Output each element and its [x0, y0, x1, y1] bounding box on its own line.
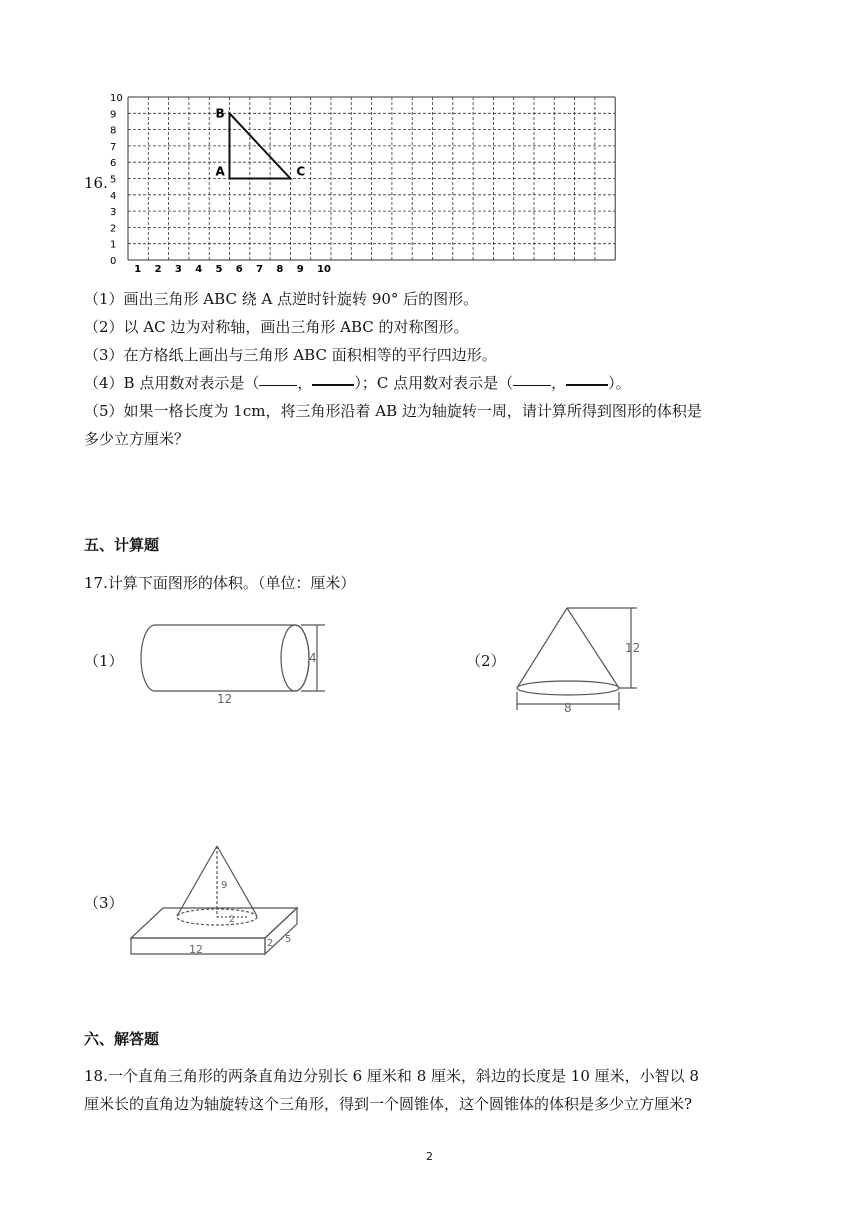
x-tick-label: 2 [154, 264, 162, 275]
y-tick-label: 3 [110, 207, 117, 219]
y-tick-label: 2 [110, 223, 117, 235]
y-tick-label: 7 [110, 141, 117, 153]
y-tick-label: 8 [110, 125, 117, 137]
y-tick-label: 6 [110, 158, 117, 170]
box-length-label: 12 [189, 943, 203, 956]
y-tick-label: 5 [110, 174, 117, 186]
point-c-label: C [296, 164, 306, 179]
point-a-label: A [215, 164, 225, 179]
c-x-blank[interactable] [513, 384, 551, 386]
y-tick-label: 9 [110, 109, 117, 121]
b-y-blank[interactable] [312, 383, 354, 386]
x-tick-label: 4 [195, 264, 203, 275]
y-tick-label: 10 [110, 93, 123, 104]
cylinder-body [141, 625, 309, 691]
q16-item-3: （3）在方格纸上画出与三角形 ABC 面积相等的平行四边形。 [84, 346, 497, 364]
cone-diameter-label: 8 [564, 701, 572, 715]
q17-text: 17.计算下面图形的体积。（单位：厘米） [84, 574, 356, 592]
cone-height-label: 12 [625, 641, 641, 655]
cylinder-end [281, 625, 309, 691]
q16-item-5-line2: 多少立方厘米？ [84, 430, 190, 448]
cone-height-9-label: 9 [221, 880, 228, 891]
q18-line2: 厘米长的直角边为轴旋转这个三角形，得到一个圆锥体，这个圆锥体的体积是多少立方厘米? [84, 1095, 693, 1113]
y-tick-label: 0 [110, 256, 117, 267]
box-height-label: 2 [267, 938, 274, 949]
grid-lines [128, 97, 615, 260]
item4-end: ）。 [608, 374, 631, 392]
coordinate-grid [100, 86, 620, 276]
x-tick-label: 7 [256, 264, 264, 275]
c-y-blank[interactable] [566, 383, 608, 386]
cone-figure [505, 600, 655, 715]
item4-part2: ）；C 点用数对表示是（ [354, 374, 514, 392]
cone-on-box-figure [125, 838, 315, 963]
x-tick-label: 6 [235, 264, 243, 275]
b-x-blank[interactable] [259, 384, 297, 386]
q16-number: 16. [84, 174, 108, 192]
x-tick-label: 10 [317, 264, 331, 275]
q18-line1: 18.一个直角三角形的两条直角边分别长 6 厘米和 8 厘米，斜边的长度是 10 厘米，小智以 8 [84, 1067, 699, 1085]
fig1-label: （1） [84, 652, 124, 670]
box-width-label: 5 [285, 934, 292, 945]
x-axis-labels [134, 264, 331, 275]
x-tick-label: 5 [215, 264, 223, 275]
fig2-label: （2） [466, 652, 506, 670]
q16-item-4 [84, 372, 631, 393]
item4-part1: （4）B 点用数对表示是（ [84, 374, 260, 392]
box-top [131, 908, 297, 938]
cylinder-figure [125, 615, 340, 705]
section-5-title: 五、计算题 [84, 536, 160, 554]
y-tick-label: 4 [110, 190, 117, 202]
cone-base [517, 681, 619, 695]
page-number: 2 [426, 1150, 433, 1163]
cylinder-diameter-label: 4 [309, 651, 317, 665]
section-6-title: 六、解答题 [84, 1030, 160, 1048]
x-tick-label: 9 [296, 264, 304, 275]
q16-item-2: （2）以 AC 边为对称轴，画出三角形 ABC 的对称图形。 [84, 318, 469, 336]
y-axis-labels [110, 93, 123, 267]
cone-radius-label: 2 [229, 915, 235, 925]
cylinder-length-label: 12 [217, 692, 233, 705]
item4-comma: ， [297, 374, 313, 392]
x-tick-label: 8 [276, 264, 284, 275]
x-tick-label: 1 [134, 264, 142, 275]
q16-item-1: （1）画出三角形 ABC 绕 A 点逆时针旋转 90° 后的图形。 [84, 290, 479, 308]
point-b-label: B [215, 106, 225, 121]
fig3-label: （3） [84, 894, 124, 912]
item4-comma-2: ， [551, 374, 567, 392]
q16-item-5-line1: （5）如果一格长度为 1cm，将三角形沿着 AB 边为轴旋转一周，请计算所得到图形的体积是 [84, 402, 702, 420]
y-tick-label: 1 [110, 239, 117, 251]
x-tick-label: 3 [174, 264, 182, 275]
